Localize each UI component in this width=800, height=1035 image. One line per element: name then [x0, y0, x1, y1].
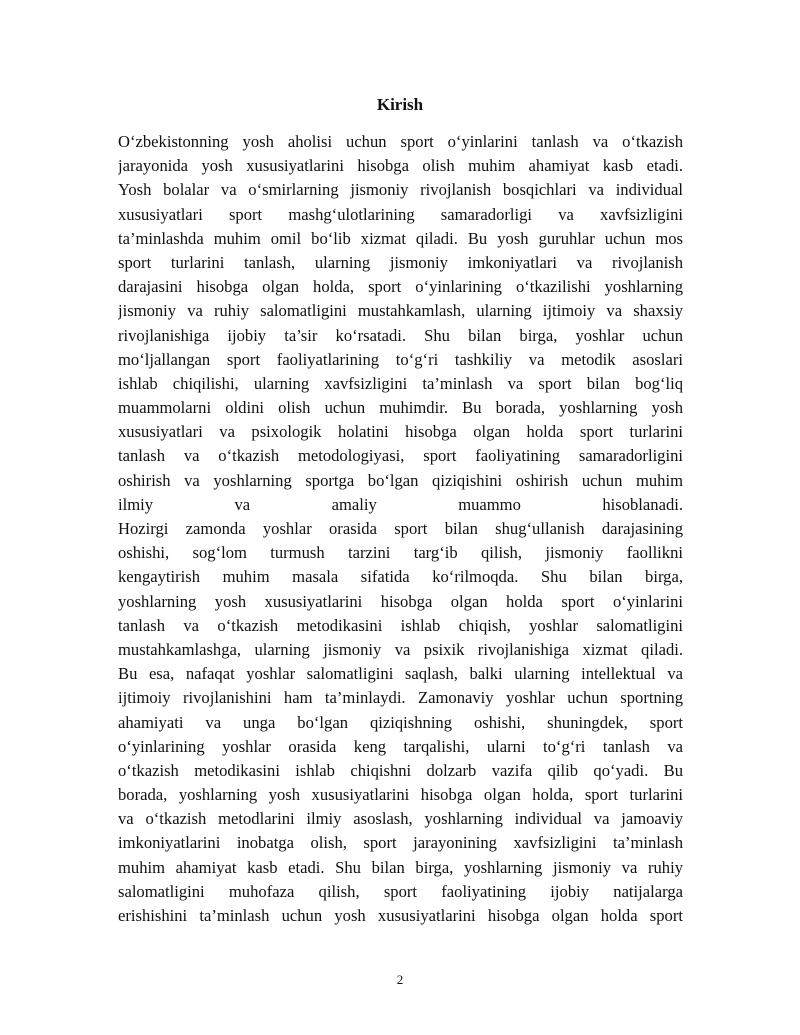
text-line: oshishi, sog‘lom turmush tarzini targ‘ib qilish, jismoniy faollikni [118, 543, 683, 563]
text-line: yoshlarning yosh xususiyatlarini hisobga olgan holda sport o‘yinlarini [118, 591, 683, 611]
text-line: oshirish va yoshlarning sportga bo‘lgan qiziqishini oshirish uchun muhim [118, 470, 683, 490]
text-line: va o‘tkazish metodlarini ilmiy asoslash, yoshlarning individual va jamoaviy [118, 809, 683, 829]
text-line: imkoniyatlarini inobatga olish, sport jarayonining xavfsizligini ta’minlash [118, 833, 683, 853]
text-line: kengaytirish muhim masala sifatida ko‘rilmoqda. Shu bilan birga, [118, 567, 683, 587]
text-line: Yosh bolalar va o‘smirlarning jismoniy rivojlanish bosqichlari va individual [118, 180, 683, 200]
text-line: erishishini ta’minlash uchun yosh xususiyatlarini hisobga olgan holda sport [118, 906, 683, 925]
text-line: O‘zbekistonning yosh aholisi uchun sport o‘yinlarini tanlash va o‘tkazish [118, 132, 683, 151]
text-line: mo‘ljallangan sport faoliyatlarining to‘g‘ri tashkiliy va metodik asoslari [118, 349, 683, 369]
body-text [118, 130, 683, 928]
section-title: Kirish [376, 95, 424, 114]
text-line: Bu esa, nafaqat yoshlar salomatligini saqlash, balki ularning intellektual va [118, 664, 683, 684]
text-line: darajasini hisobga olgan holda, sport o‘yinlarining o‘tkazilishi yoshlarning [118, 277, 683, 297]
text-line: jarayonida yosh xususiyatlarini hisobga olish muhim ahamiyat kasb etadi. [118, 156, 683, 176]
text-line: tanlash va o‘tkazish metodologiyasi, sport faoliyatining samaradorligini [118, 446, 683, 466]
text-line: jismoniy va ruhiy salomatligini mustahkamlash, ularning ijtimoiy va shaxsiy [118, 301, 683, 321]
text-line: muammolarni oldini olish uchun muhimdir. Bu borada, yoshlarning yosh [118, 398, 683, 418]
text-line: o‘yinlarining yoshlar orasida keng tarqalishi, ularni to‘g‘ri tanlash va [118, 736, 683, 756]
text-line: xususiyatlari sport mashg‘ulotlarining samaradorligi va xavfsizligini [118, 204, 683, 224]
text-line: mustahkamlashga, ularning jismoniy va psixik rivojlanishiga xizmat qiladi. [118, 639, 683, 659]
page-number: 2 [396, 972, 404, 987]
text-line: salomatligini muhofaza qilish, sport faoliyatining ijobiy natijalarga [118, 881, 683, 901]
text-line: ilmiy va amaliy muammo hisoblanadi. [118, 494, 683, 514]
text-line: rivojlanishiga ijobiy ta’sir ko‘rsatadi. Shu bilan birga, yoshlar uchun [118, 325, 683, 345]
text-line: tanlash va o‘tkazish metodikasini ishlab chiqish, yoshlar salomatligini [118, 615, 683, 635]
text-line: ahamiyati va unga bo‘lgan qiziqishning oshishi, shuningdek, sport [118, 712, 683, 732]
text-line: ta’minlashda muhim omil bo‘lib xizmat qiladi. Bu yosh guruhlar uchun mos [118, 228, 683, 248]
text-line: borada, yoshlarning yosh xususiyatlarini hisobga olgan holda, sport turlarini [118, 785, 683, 805]
text-line: xususiyatlari va psixologik holatini hisobga olgan holda sport turlarini [118, 422, 683, 442]
text-line: ijtimoiy rivojlanishini ham ta’minlaydi. Zamonaviy yoshlar uchun sportning [118, 688, 683, 708]
text-line: muhim ahamiyat kasb etadi. Shu bilan birga, yoshlarning jismoniy va ruhiy [118, 857, 683, 877]
text-line: ishlab chiqilishi, ularning xavfsizligini ta’minlash va sport bilan bog‘liq [118, 373, 683, 393]
text-line: Hozirgi zamonda yoshlar orasida sport bilan shug‘ullanish darajasining [118, 519, 683, 538]
text-line: o‘tkazish metodikasini ishlab chiqishni dolzarb vazifa qilib qo‘yadi. Bu [118, 760, 683, 780]
text-line: sport turlarini tanlash, ularning jismoniy imkoniyatlari va rivojlanish [118, 252, 683, 272]
